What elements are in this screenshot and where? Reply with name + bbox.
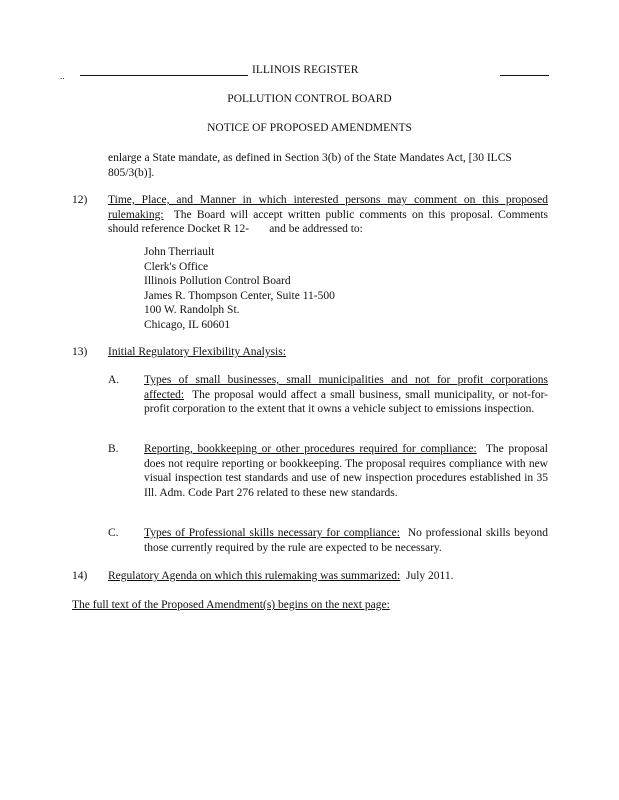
- item-12-text: The Board will accept written public comments on this proposal. Comments should reference Docket R 12-: [108, 208, 548, 236]
- subitem-b-body: [144, 442, 548, 500]
- item-12-number: 12): [72, 194, 88, 206]
- item-12-body: [108, 193, 548, 237]
- subitem-a-heading: Types of small businesses, small municipalities and not for profit corporations affected:: [144, 374, 548, 401]
- header-left-rule: [80, 75, 248, 76]
- subitem-a-text: The proposal would affect a small business, small municipality, or not-for-profit corporation to the extent that it owns a vehicle subject to emissions inspection.: [144, 388, 548, 416]
- header-left-mark: ..: [60, 71, 65, 81]
- item-13-heading: Initial Regulatory Flexibility Analysis:: [108, 346, 286, 358]
- item-14-body: [108, 569, 548, 584]
- notice-title: NOTICE OF PROPOSED AMENDMENTS: [207, 122, 412, 134]
- continuation-text: [108, 151, 548, 180]
- address-line: Chicago, IL 60601: [144, 318, 231, 331]
- full-text-notice: The full text of the Proposed Amendment(s) begins on the next page:: [72, 599, 390, 611]
- subitem-b-heading: Reporting, bookkeeping or other procedures required for compliance:: [144, 443, 477, 455]
- address-line: 100 W. Randolph St.: [144, 304, 240, 317]
- item-13-number: 13): [72, 346, 88, 358]
- address-line: Clerk's Office: [144, 260, 209, 273]
- address-line: James R. Thompson Center, Suite 11-500: [144, 289, 335, 302]
- item-14-text: July 2011.: [405, 570, 454, 582]
- mailing-address: [144, 245, 335, 333]
- item-14-heading: Regulatory Agenda on which this rulemaking was summarized:: [108, 570, 401, 582]
- address-line: John Therriault: [144, 246, 215, 258]
- item-14-number: 14): [72, 570, 88, 582]
- subitem-c-letter: C.: [108, 527, 119, 539]
- subitem-a-body: [144, 373, 548, 417]
- subitem-c-body: [144, 526, 548, 555]
- subitem-c-text: No professional skills beyond those currently required by the rule are expected to be necessary.: [144, 527, 549, 554]
- subitem-b-text: The proposal does not require reporting or bookkeeping. The proposal requires compliance with new visual inspection test standards and use of new inspection procedures established in 35 Ill. Adm. Code Part 276 related to these new standards.: [144, 443, 548, 499]
- subitem-c-heading: Types of Professional skills necessary for compliance:: [144, 527, 400, 539]
- header-right-rule: [500, 75, 549, 76]
- item-12-heading: Time, Place, and Manner in which interested persons may comment on this proposed rulemaking:: [108, 194, 548, 221]
- subitem-a-letter: A.: [108, 374, 120, 386]
- continuation-line-1: enlarge a State mandate, as defined in Section 3(b) of the State Mandates Act, [30 ILCS: [108, 152, 512, 164]
- agency-title: POLLUTION CONTROL BOARD: [227, 93, 392, 105]
- address-line: Illinois Pollution Control Board: [144, 275, 291, 288]
- item-12-text-end: and be addressed to:: [269, 223, 363, 236]
- subitem-b-letter: B.: [108, 443, 119, 455]
- continuation-line-2: 805/3(b)].: [108, 166, 155, 179]
- register-title: ILLINOIS REGISTER: [252, 64, 359, 76]
